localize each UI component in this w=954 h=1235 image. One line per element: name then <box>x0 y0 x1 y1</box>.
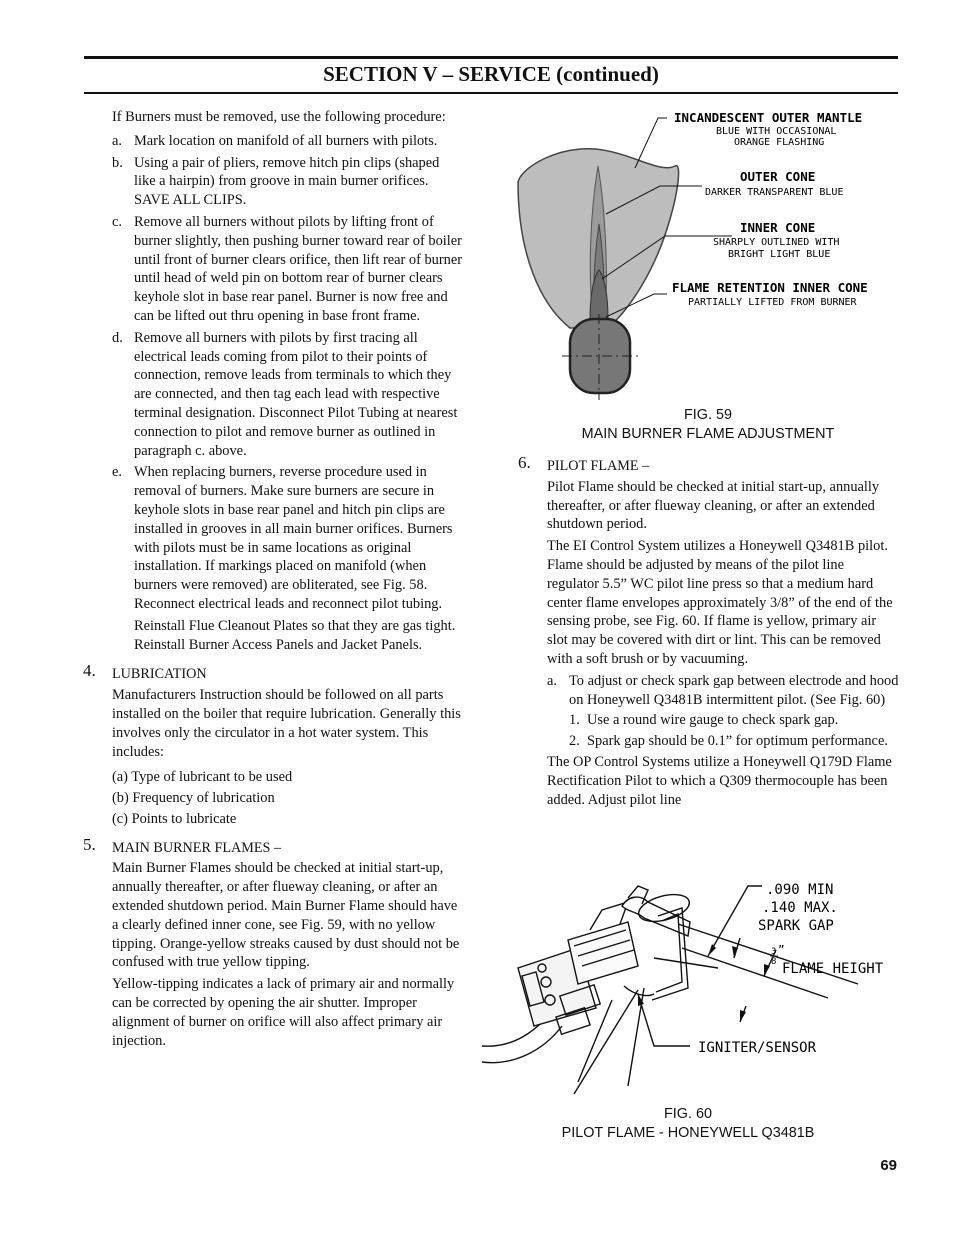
lubrication-body: Manufacturers Instruction should be followed on all parts installed on the boiler that require lubrication. Generally this involves only the circulator in a hot water system. This includes: <box>112 687 461 760</box>
main-burner-heading: 5. MAIN BURNER FLAMES – <box>83 834 282 856</box>
lubrication-item-c: (c) Points to lubricate <box>112 810 237 827</box>
callout-outer-cone: OUTER CONE <box>740 169 816 184</box>
lubrication-item-a: (a) Type of lubricant to be used <box>112 769 293 786</box>
fig59-label: FIG. 59 <box>684 407 732 423</box>
fig60-title: PILOT FLAME - HONEYWELL Q3481B <box>561 1125 815 1141</box>
pilot-paragraph-2: The EI Control System utilizes a Honeywell Q3481B pilot. Flame should be adjusted by means of the pilot line regulator 5.5” WC pilot line press so that a medium hard center flame envelopes approximately 3/8” of the end of the sensing probe, see Fig. 60. If flame is yellow, primary air slot may be covered with dirt or lint. This can be removed with a soft brush or by vacuuming. <box>547 538 893 667</box>
fig59-title: MAIN BURNER FLAME ADJUSTMENT <box>581 426 835 442</box>
fig60-pilot-diagram <box>478 876 902 1106</box>
pilot-step-2: 2. Spark gap should be 0.1” for optimum performance. <box>569 733 888 750</box>
burner-body <box>570 319 630 393</box>
callout-outer-cone-desc: DARKER TRANSPARENT BLUE <box>705 187 844 198</box>
callout-inner-cone-desc-1: SHARPLY OUTLINED WITH <box>713 237 840 248</box>
left-column <box>83 108 464 1053</box>
callout-retention-desc: PARTIALLY LIFTED FROM BURNER <box>688 297 857 308</box>
pilot-paragraph-3: The OP Control Systems utilize a Honeywell Q179D Flame Rectification Pilot to which a Q309 thermocouple has been added. Adjust pilot line <box>547 753 892 808</box>
igniter-sensor-label: IGNITER/SENSOR <box>698 1040 817 1056</box>
reinstall-paragraph: Reinstall Flue Cleanout Plates so that they are gas tight. Reinstall Burner Access Panels and Jacket Panels. <box>134 617 456 653</box>
header-rule-bottom <box>84 92 898 94</box>
header-rule-top <box>84 56 898 59</box>
fig60-caption <box>488 1105 888 1143</box>
flame-height-fraction-num: 3 <box>771 947 777 957</box>
lubrication-item-b: (b) Frequency of lubrication <box>112 790 275 807</box>
callout-outer-mantle: INCANDESCENT OUTER MANTLE <box>674 110 863 125</box>
callout-inner-cone-desc-2: BRIGHT LIGHT BLUE <box>728 249 831 260</box>
removal-step-a: a. Mark location on manifold of all burners with pilots. <box>112 132 438 149</box>
fig59-caption <box>508 406 908 444</box>
pilot-step-a: a. To adjust or check spark gap between electrode and hood on Honeywell Q3481B intermittent pilot. (See Fig. 60) <box>547 672 899 708</box>
fig59-flame-diagram <box>510 104 902 404</box>
removal-step-c: c. Remove all burners without pilots by lifting front of burner slightly, then pushing burner toward rear of boiler until front of burner clears orifice, then lift rear of burner until head of weld pin on bottom rear of burner clears keyhole slot in base rear panel. Burner is now free and can be lifted out thru opening in base front frame. <box>112 213 463 324</box>
spark-gap-label: SPARK GAP <box>758 918 834 934</box>
callout-retention: FLAME RETENTION INNER CONE <box>672 280 868 295</box>
right-column <box>518 453 899 812</box>
removal-intro: If Burners must be removed, use the following procedure: <box>112 109 446 125</box>
page-number: 69 <box>880 1157 897 1174</box>
removal-step-b: b. Using a pair of pliers, remove hitch pin clips (shaped like a hairpin) from groove in main burner orifices. SAVE ALL CLIPS. <box>112 154 440 209</box>
removal-step-e: e. When replacing burners, reverse procedure used in removal of burners. Make sure burners are secure in keyhole slots in base rear panel and hitch pin clips are installed in grooves in all main burner orifices. Burners with pilots must be in same locations as original installation. If markings placed on manifold (when burners were removed) are obliterated, see Fig. 58. Reconnect electrical leads and reconnect pilot tubing. <box>112 464 453 612</box>
fig60-label: FIG. 60 <box>664 1106 712 1122</box>
main-burner-paragraph-2: Yellow-tipping indicates a lack of primary air and normally can be corrected by opening the air shutter. Improper alignment of burner on orifice will also affect primary air injection. <box>112 976 455 1049</box>
flame-height-inch-mark: ” <box>778 943 785 956</box>
callout-outer-mantle-desc-1: BLUE WITH OCCASIONAL <box>716 126 837 137</box>
callout-inner-cone: INNER CONE <box>740 220 816 235</box>
flame-height-fraction-den: 8 <box>771 957 777 967</box>
main-burner-paragraph-1: Main Burner Flames should be checked at initial start-up, annually thereafter, or after flueway cleaning, or after an extended shutdown period. Main Burner Flame should have a clearly defined inner cone, see Fig. 59, with no yellow tipping. Orange-yellow streaks caused by dust should not be confused with true yellow tipping. <box>112 860 460 971</box>
flame-height-label: FLAME HEIGHT <box>782 961 884 977</box>
pilot-paragraph-1: Pilot Flame should be checked at initial start-up, annually thereafter, or after flueway cleaning, or after an extended shutdown period. <box>547 478 880 533</box>
removal-step-d: d. Remove all burners with pilots by first tracing all electrical leads coming from pilot to their points of connection, remove leads from terminals to which they are connected, and then tag each lead with respective terminal designation. Disconnect Pilot Tubing at nearest connection to pilot and remove burner as outlined in paragraph c. above. <box>112 329 458 459</box>
section-title: SECTION V – SERVICE (continued) <box>323 62 659 86</box>
callout-outer-mantle-desc-2: ORANGE FLASHING <box>734 137 825 148</box>
lubrication-heading: 4. LUBRICATION <box>83 661 207 683</box>
spark-gap-max: .140 MAX. <box>762 900 838 916</box>
pilot-step-1: 1. Use a round wire gauge to check spark gap. <box>569 712 839 729</box>
pilot-heading: 6. PILOT FLAME – <box>518 453 650 474</box>
spark-gap-min: .090 MIN <box>766 882 834 898</box>
